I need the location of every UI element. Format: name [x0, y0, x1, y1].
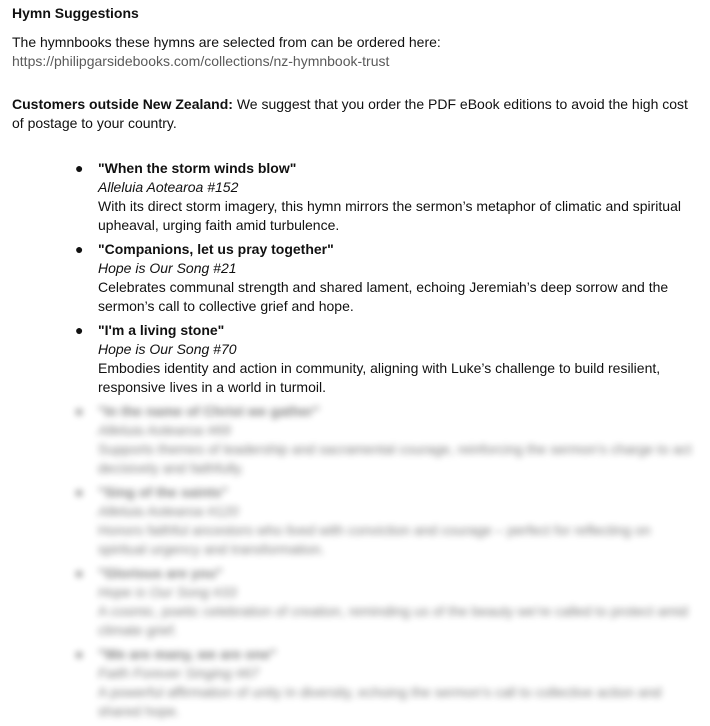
hymn-description: Honors faithful ancestors who lived with conviction and courage – perfect for reflecting on spiritual urgency and transformation. [98, 522, 651, 557]
list-item [75, 645, 702, 721]
bullet-icon: ● [75, 565, 84, 581]
hymn-title: "Glorious are you" [98, 565, 223, 581]
list-item [75, 483, 702, 559]
intro-text: The hymnbooks these hymns are selected from can be ordered here: [12, 34, 441, 50]
hymn-title: "Sing of the saints" [98, 484, 228, 500]
hymn-title: "When the storm winds blow" [98, 160, 297, 176]
hymn-description: Supports themes of leadership and sacramental courage, reinforcing the sermon’s charge to act decisively and faithfully. [98, 441, 692, 476]
list-item [75, 321, 702, 397]
hymn-source: Alleluia Aotearoa #120 [98, 503, 239, 519]
hymn-description: With its direct storm imagery, this hymn mirrors the sermon’s metaphor of climatic and spiritual upheaval, urging faith amid turbulence. [98, 198, 681, 233]
list-item [75, 240, 702, 316]
hymn-description: A cosmic, poetic celebration of creation, reminding us of the beauty we’re called to protect amid climate grief. [98, 603, 688, 638]
page-title: Hymn Suggestions [12, 5, 139, 21]
bullet-icon: ● [75, 646, 84, 662]
hymn-title: "I'm a living stone" [98, 322, 225, 338]
hymn-source: Hope is Our Song #21 [98, 260, 237, 276]
hymn-list [12, 159, 702, 721]
hymn-source: Alleluia Aotearoa #152 [98, 179, 239, 195]
list-item [75, 564, 702, 640]
hymn-source: Faith Forever Singing #67 [98, 665, 260, 681]
list-item [75, 402, 702, 478]
hymnbook-link[interactable]: https://philipgarsidebooks.com/collections/nz-hymnbook-trust [12, 53, 390, 69]
hymn-source: Hope is Our Song #33 [98, 584, 237, 600]
notice-body: We suggest that you order the PDF eBook editions to avoid the high cost of postage to your country. [12, 96, 688, 131]
list-item [75, 159, 702, 235]
hymn-title: "In the name of Christ we gather" [98, 403, 320, 419]
hymn-description: A powerful affirmation of unity in diversity, echoing the sermon’s call to collective action and shared hope. [98, 684, 662, 719]
hymn-source: Hope is Our Song #70 [98, 341, 237, 357]
document-page [12, 4, 702, 726]
hymn-title: "We are many, we are one" [98, 646, 277, 662]
bullet-icon: ● [75, 160, 84, 176]
bullet-icon: ● [75, 484, 84, 500]
overseas-notice [12, 95, 702, 133]
hymn-title: "Companions, let us pray together" [98, 241, 334, 257]
hymn-description: Celebrates communal strength and shared lament, echoing Jeremiah’s deep sorrow and the sermon’s call to collective grief and hope. [98, 279, 669, 314]
notice-lead: Customers outside New Zealand: [12, 96, 233, 112]
bullet-icon: ● [75, 322, 84, 338]
bullet-icon: ● [75, 241, 84, 257]
bullet-icon: ● [75, 403, 84, 419]
hymn-source: Alleluia Aotearoa #69 [98, 422, 231, 438]
hymn-description: Embodies identity and action in community, aligning with Luke’s challenge to build resilient, responsive lives in a world in turmoil. [98, 360, 661, 395]
